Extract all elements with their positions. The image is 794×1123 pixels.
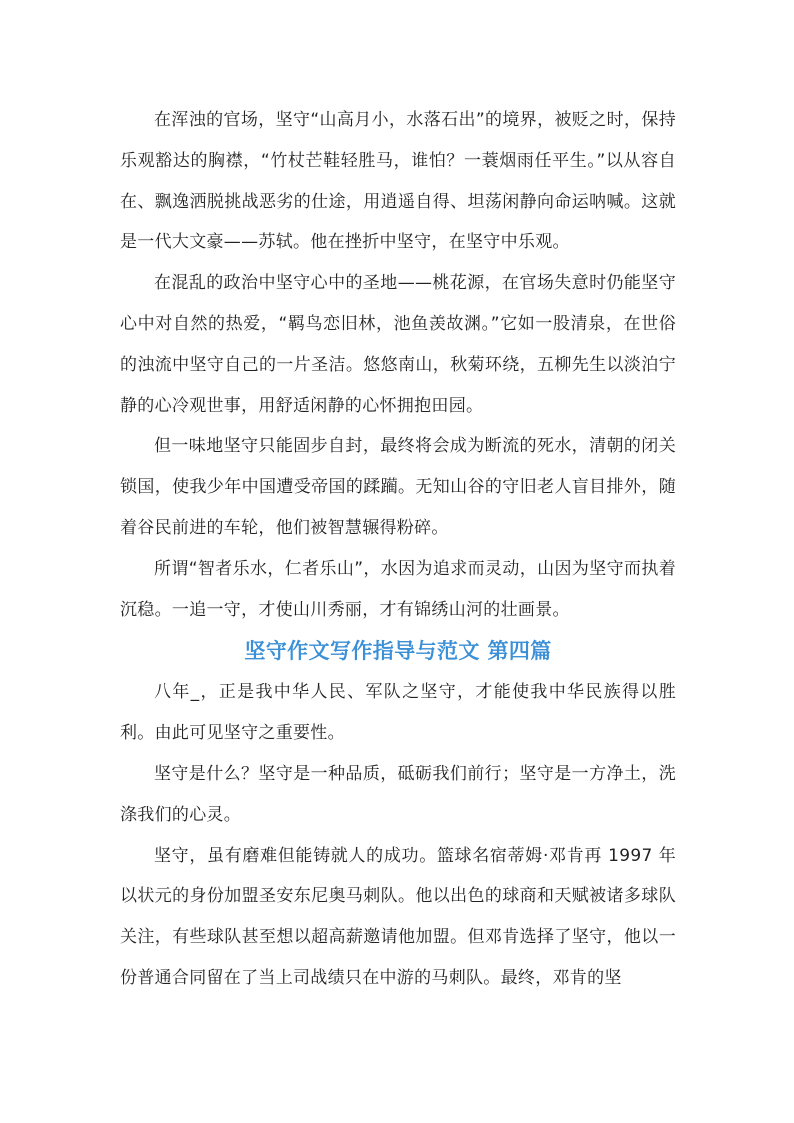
paragraph-closed-door: 但一味地坚守只能固步自封，最终将会成为断流的死水，清朝的闭关锁国，使我少年中国遭受帝国的蹂躏。无知山谷的守旧老人盲目排外，随着谷民前进的车轮，他们被智慧辗得粉碎。: [120, 436, 676, 538]
document-body: [120, 100, 676, 999]
paragraph-su-shi: 在浑浊的官场，坚守“山高月小，水落石出”的境界，被贬之时，保持乐观豁达的胸襟，“竹杖芒鞋轻胜马，谁怕？一蓑烟雨任平生。”以从容自在、飘逸洒脱挑战恶劣的仕途，用逍遥自得、坦荡闲静向命运呐喊。这就是一代大文豪——苏轼。他在挫折中坚守，在坚守中乐观。: [120, 110, 676, 253]
paragraph-mountain-water: 所谓“智者乐水，仁者乐山”，水因为追求而灵动，山因为坚守而执着沉稳。一追一守，才使山川秀丽，才有锦绣山河的壮画景。: [120, 558, 676, 620]
paragraph-eight-years: 八年_，正是我中华人民、军队之坚守，才能使我中华民族得以胜利。由此可见坚守之重要性。: [120, 682, 676, 744]
paragraph-duncan: 坚守，虽有磨难但能铸就人的成功。篮球名宿蒂姆·邓肯再 1997 年以状元的身份加盟圣安东尼奥马刺队。他以出色的球商和天赋被诸多球队关注，有些球队甚至想以超高薪邀请他加盟。但邓肯选择了坚守，他以一份普通合同留在了当上司战绩只在中游的马刺队。最终，邓肯的坚: [120, 845, 676, 988]
section-heading: 坚守作文写作指导与范文 第四篇: [244, 639, 552, 664]
paragraph-tao-yuan: 在混乱的政治中坚守心中的圣地——桃花源，在官场失意时仍能坚守心中对自然的热爱，“羁鸟恋旧林，池鱼羡故渊。”它如一股清泉，在世俗的浊流中坚守自己的一片圣洁。悠悠南山，秋菊环绕，五柳先生以淡泊宁静的心冷观世事，用舒适闲静的心怀拥抱田园。: [120, 273, 676, 416]
paragraph-what-is-persistence: 坚守是什么？坚守是一种品质，砥砺我们前行；坚守是一方净土，洗涤我们的心灵。: [120, 763, 676, 825]
